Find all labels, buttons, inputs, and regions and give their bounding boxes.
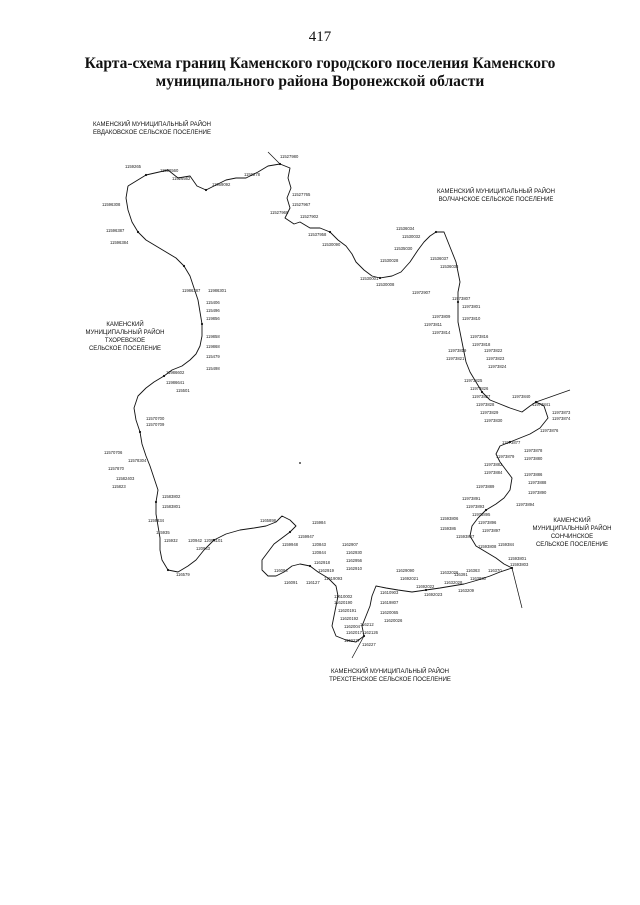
point-label: 11593801 (508, 556, 527, 561)
vertex-marker (137, 231, 139, 233)
vertex-marker (309, 565, 311, 567)
point-label: 116091 (284, 580, 298, 585)
point-label: 11632026 (440, 570, 459, 575)
point-label: 11972907 (412, 290, 431, 295)
vertex-marker (289, 531, 291, 533)
point-label: 11535030 (394, 246, 413, 251)
point-label: 11536034 (396, 226, 415, 231)
point-label: 11593808 (478, 544, 497, 549)
point-label: 11570700 (146, 416, 165, 421)
point-label: 11536037 (430, 256, 449, 261)
point-label: 116212 (360, 622, 374, 627)
point-label: 11973830 (484, 418, 503, 423)
point-label: 1162956 (346, 558, 362, 563)
point-label: 11973818 (472, 342, 491, 347)
point-label: 11973827 (472, 394, 491, 399)
point-label: 11527902 (300, 214, 319, 219)
point-label: 11973884 (484, 470, 503, 475)
region-label-line: КАМЕНСКИЙ МУНИЦИПАЛЬНЫЙ РАЙОН (92, 122, 212, 128)
point-label: 11570709 (146, 422, 165, 427)
point-label: 11973811 (424, 322, 443, 327)
region-label-line: ЕВДАКОВСКОЕ СЕЛЬСКОЕ ПОСЕЛЕНИЕ (92, 130, 212, 136)
point-label: 11530032 (402, 234, 421, 239)
vertex-marker (511, 567, 513, 569)
point-label: 11973825 (464, 378, 483, 383)
point-label: 1162907 (342, 542, 358, 547)
point-label: 11986641 (166, 380, 185, 385)
point-label: 11526562 (172, 176, 191, 181)
point-label: 120942 (188, 538, 202, 543)
point-label: 1162919 (318, 568, 334, 573)
vertex-marker (139, 431, 141, 433)
point-label: 1159386 (440, 526, 456, 531)
point-label: 11536038 (440, 264, 459, 269)
point-label: 119856 (206, 316, 220, 321)
point-label: 115406 (206, 300, 220, 305)
vertex-marker (167, 569, 169, 571)
point-label: 1157870 (108, 466, 124, 471)
point-label: 11620190 (334, 600, 353, 605)
point-label: 11973826 (470, 386, 489, 391)
point-label: 11969092 (212, 182, 231, 187)
point-label: 115496 (206, 308, 220, 313)
region-label-trekhstenskoe (329, 667, 451, 683)
point-label: 116363 (466, 568, 480, 573)
point-label: 1159834 (148, 518, 164, 523)
point-label: 11596560 (160, 168, 179, 173)
point-label: 1163830 (470, 576, 486, 581)
region-label-line: КАМЕНСКИЙ (553, 518, 591, 524)
point-label: 1162918 (314, 560, 330, 565)
point-label: 11973879 (496, 454, 515, 459)
point-label: 115479 (206, 354, 220, 359)
point-label: 11973801 (462, 304, 481, 309)
point-labels (102, 154, 571, 647)
point-label: 11620191 (338, 608, 357, 613)
point-label: 11973841 (532, 402, 551, 407)
point-label: 11578304 (128, 458, 147, 463)
region-label-line: ВОЛЧАНСКОЕ СЕЛЬСКОЕ ПОСЕЛЕНИЕ (438, 197, 554, 203)
point-label: 11596384 (110, 240, 129, 245)
region-label-line: СОНЧИНСКОЕ (550, 534, 594, 540)
point-label: 12094101 (204, 538, 223, 543)
point-label: 1159278 (244, 172, 260, 177)
point-label: 11620065 (380, 610, 399, 615)
region-label-line: КАМЕНСКИЙ МУНИЦИПАЛЬНЫЙ РАЙОН (330, 669, 450, 675)
vertex-marker (379, 277, 381, 279)
point-label: 11530008 (376, 282, 395, 287)
point-label: 116370 (488, 568, 502, 573)
point-label: 11570706 (104, 450, 123, 455)
point-label: 11973882 (484, 462, 503, 467)
point-label: 11973816 (470, 334, 489, 339)
point-label: 115935 (156, 530, 170, 535)
point-label: 11619807 (380, 600, 399, 605)
point-label: 11973873 (552, 410, 571, 415)
region-label-line: МУНИЦИПАЛЬНЫЙ РАЙОН (85, 330, 165, 336)
point-label: 11530090 (322, 242, 341, 247)
point-label: 119858 (206, 334, 220, 339)
point-label: 116579 (176, 572, 190, 577)
point-label: 11986602 (166, 370, 185, 375)
point-label: 11530028 (380, 258, 399, 263)
point-label: 1159947 (298, 534, 314, 539)
point-label: 11973824 (488, 364, 507, 369)
point-label: 1165898 (260, 518, 276, 523)
point-label: 116127 (306, 580, 320, 585)
point-label: 1162126 (362, 630, 378, 635)
vertex-marker (155, 501, 157, 503)
region-label-line: ТРЕХСТЕНСКОЕ СЕЛЬСКОЕ ПОСЕЛЕНИЕ (329, 677, 451, 683)
point-label: 120843 (312, 542, 326, 547)
point-label: 11973821 (446, 356, 465, 361)
point-label: 11610002 (334, 594, 353, 599)
vertex-marker (363, 635, 365, 637)
point-label: 11619093 (324, 576, 343, 581)
point-label: 11583802 (162, 494, 181, 499)
point-label: 116084 (274, 568, 288, 573)
point-label: 120844 (312, 550, 326, 555)
region-label-line: КАМЕНСКИЙ (106, 322, 144, 328)
spur-line-southeast (512, 568, 522, 608)
point-label: 11973810 (462, 316, 481, 321)
point-label: 11527980 (280, 154, 299, 159)
vertex-marker (457, 301, 459, 303)
point-label: 115498 (206, 366, 220, 371)
point-label: 11973896 (478, 520, 497, 525)
point-label: 11629090 (396, 568, 415, 573)
point-label: 11973874 (552, 416, 571, 421)
point-label: 11973819 (448, 348, 467, 353)
point-label: 11596387 (106, 228, 125, 233)
point-label: 11973888 (528, 480, 547, 485)
vertex-marker (425, 589, 427, 591)
point-label: 11973876 (540, 428, 559, 433)
point-label: 11986301 (208, 288, 227, 293)
point-label: 11973822 (484, 348, 503, 353)
point-label: 11692022 (416, 584, 435, 589)
point-label: 11973809 (432, 314, 451, 319)
spur-line-north (268, 152, 280, 164)
point-label: 11582403 (116, 476, 135, 481)
vertex-marker (481, 391, 483, 393)
point-label: 11973877 (502, 440, 521, 445)
point-label: 11593806 (440, 516, 459, 521)
region-label-line: СЕЛЬСКОЕ ПОСЕЛЕНИЕ (535, 542, 609, 548)
point-label: 11973878 (524, 448, 543, 453)
point-label: 11692021 (400, 576, 419, 581)
point-label: 11620192 (340, 616, 359, 621)
point-label: 115932 (164, 538, 178, 543)
point-label: 11973893 (466, 504, 485, 509)
point-label: 11973895 (472, 512, 491, 517)
point-label: 11973823 (486, 356, 505, 361)
region-label-sonchinskoe (532, 516, 611, 548)
point-label: 11973897 (482, 528, 501, 533)
page-number: 417 (308, 29, 332, 45)
point-label: 11986387 (182, 288, 201, 293)
point-label: 11973828 (476, 402, 495, 407)
point-label: 11527967 (292, 202, 311, 207)
vertex-marker (485, 509, 487, 511)
point-label: 11610903 (380, 590, 399, 595)
region-label-line: СЕЛЬСКОЕ ПОСЕЛЕНИЕ (88, 346, 162, 352)
point-label: 11593807 (456, 534, 475, 539)
point-label: 115501 (176, 388, 190, 393)
point-label: 1159265 (125, 164, 141, 169)
point-label: 120943 (196, 546, 210, 551)
vertex-marker (329, 231, 331, 233)
point-label: 11596308 (102, 202, 121, 207)
point-label: 11973891 (462, 496, 481, 501)
spur-line-east (536, 390, 570, 402)
point-label: 1163209 (458, 588, 474, 593)
point-label: 11973829 (480, 410, 499, 415)
region-label-evdakovskoe (93, 120, 211, 136)
vertex-marker (279, 163, 281, 165)
point-label: 1162930 (346, 550, 362, 555)
vertex-markers (137, 163, 537, 637)
point-label: 1159948 (282, 542, 298, 547)
map-title-line-2: муниципального района Воронежской области (155, 73, 485, 90)
point-label: 11692023 (424, 592, 443, 597)
point-label: 11973890 (528, 490, 547, 495)
point-label: 11973889 (476, 484, 495, 489)
vertex-marker (201, 323, 203, 325)
point-label: 11973894 (516, 502, 535, 507)
vertex-marker (183, 265, 185, 267)
point-label: 1162004 (344, 624, 360, 629)
point-label: 11973880 (524, 456, 543, 461)
region-label-line: КАМЕНСКИЙ МУНИЦИПАЛЬНЫЙ РАЙОН (436, 189, 556, 195)
point-label: 1162910 (346, 566, 362, 571)
point-label: 11620026 (384, 618, 403, 623)
region-label-tkhorevskoe (85, 320, 164, 352)
point-label: 11527968 (270, 210, 289, 215)
point-label: 11973840 (512, 394, 531, 399)
map-title-line-1: Карта-схема границ Каменского городского поселения Каменского (84, 55, 556, 72)
point-label: 116227 (362, 642, 376, 647)
point-label: 11973807 (452, 296, 471, 301)
vertex-marker (205, 189, 207, 191)
point-label: 11593803 (510, 562, 529, 567)
point-label: 11537958 (308, 232, 327, 237)
point-label: 11583801 (162, 504, 181, 509)
point-label: 11632028 (444, 580, 463, 585)
point-label: 1162017 (346, 630, 362, 635)
point-label: 116391 (454, 572, 468, 577)
point-label: 119868 (206, 344, 220, 349)
point-label: 1159384 (498, 542, 514, 547)
vertex-marker (299, 462, 301, 464)
region-label-volchanskoe (437, 187, 555, 203)
region-label-line: МУНИЦИПАЛЬНЫЙ РАЙОН (532, 526, 612, 532)
point-label: 11527765 (292, 192, 311, 197)
point-label: 115823 (112, 484, 126, 489)
vertex-marker (163, 375, 165, 377)
point-label: 115984 (312, 520, 326, 525)
point-label: 1162277 (344, 638, 360, 643)
point-label: 11973814 (432, 330, 451, 335)
point-label: 11530001 (360, 276, 379, 281)
region-label-line: ТХОРЕВСКОЕ (104, 338, 146, 344)
point-label: 11973886 (524, 472, 543, 477)
vertex-marker (435, 231, 437, 233)
vertex-marker (145, 174, 147, 176)
